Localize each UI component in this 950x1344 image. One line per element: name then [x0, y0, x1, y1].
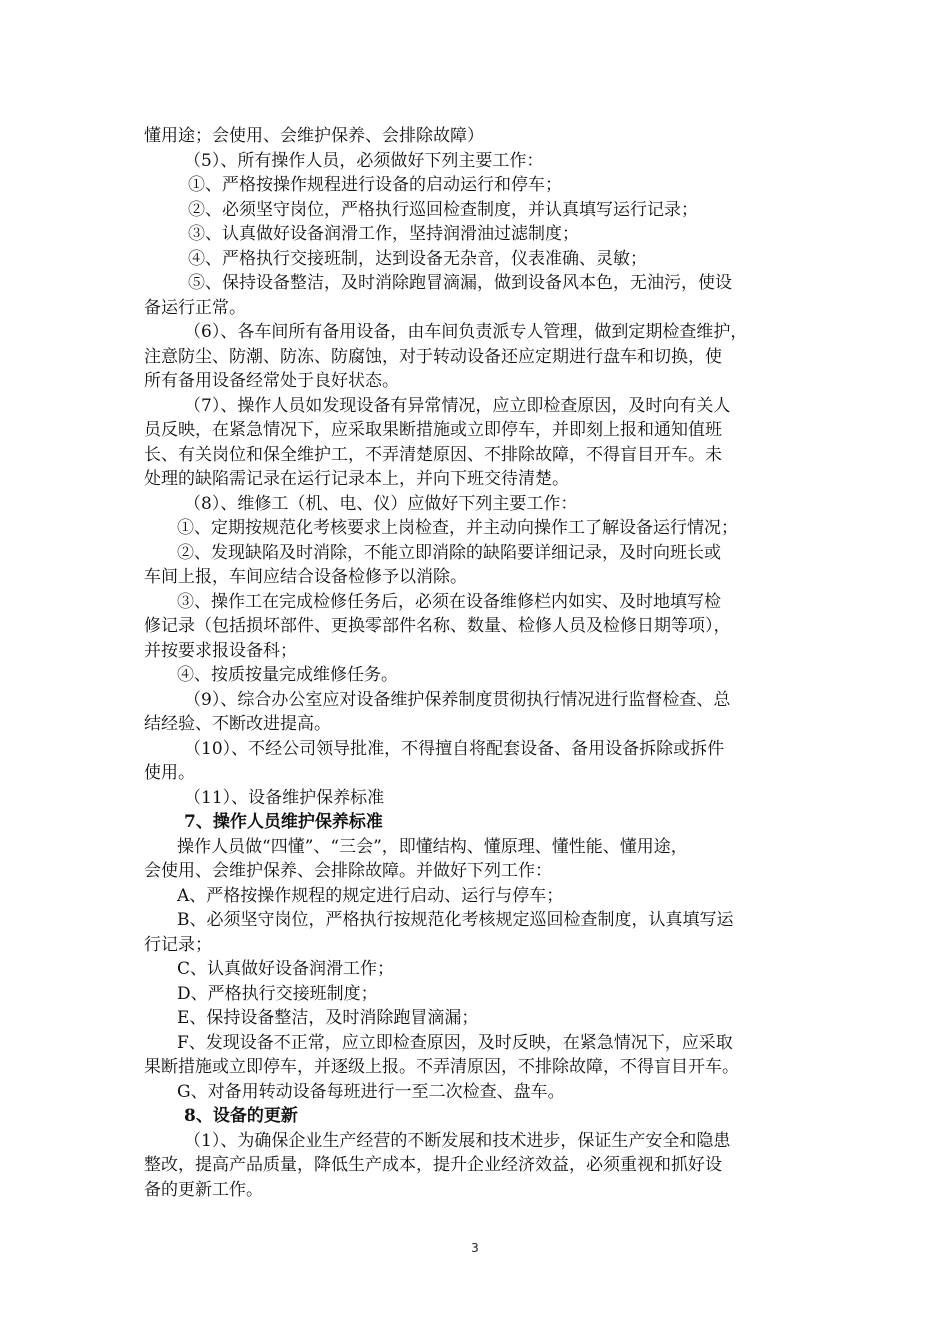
document-body [144, 124, 808, 1202]
text-line: ④、按质按量完成维修任务。 [177, 665, 398, 685]
text-line: ①、严格按操作规程进行设备的启动运行和停车； [188, 175, 562, 195]
text-line: （9）、综合办公室应对设备维护保养制度贯彻执行情况进行监督检查、总 [184, 689, 731, 710]
text-line: 结经验、不断改进提高。 [144, 714, 331, 734]
text-line: （7）、操作人员如发现设备有异常情况，应立即检查原因，及时向有关人 [184, 395, 731, 416]
section-heading: 7、操作人员维护保养标准 [184, 812, 383, 832]
text-line: 懂用途；会使用、会维护保养、会排除故障） [144, 126, 484, 146]
text-line: 行记录； [144, 934, 212, 955]
text-line: （5）、所有操作人员，必须做好下列主要工作： [184, 150, 544, 171]
text-line: ③、操作工在完成检修任务后，必须在设备维修栏内如实、及时地填写检 [177, 591, 721, 612]
text-line: （10）、不经公司领导批准，不得擅自将配套设备、备用设备拆除或拆件 [184, 738, 725, 759]
text-line: （1）、为确保企业生产经营的不断发展和技术进步，保证生产安全和隐患 [184, 1130, 731, 1151]
text-line: C、认真做好设备润滑工作； [177, 959, 395, 979]
text-line: 使用。 [144, 763, 195, 783]
text-line: ③、认真做好设备润滑工作，坚持润滑油过滤制度； [188, 224, 579, 244]
text-line: 整改，提高产品质量，降低生产成本，提升企业经济效益，必须重视和抓好设 [144, 1155, 722, 1175]
text-line: 修记录（包括损坏部件、更换零部件名称、数量、检修人员及检修日期等项）， [144, 616, 731, 636]
text-line: 操作人员做“四懂”、“三会”，即懂结构、懂原理、懂性能、懂用途， [177, 836, 688, 857]
text-line: 备运行正常。 [144, 297, 246, 318]
text-line: A、严格按操作规程的规定进行启动、运行与停车； [177, 885, 564, 906]
text-line: E、保持设备整洁，及时消除跑冒滴漏； [177, 1008, 479, 1028]
text-line: 会使用、会维护保养、会排除故障。并做好下列工作： [144, 861, 552, 881]
text-line: （11）、设备维护保养标准 [184, 787, 385, 808]
text-line: 备的更新工作。 [144, 1179, 263, 1200]
text-line: ④、严格执行交接班制，达到设备无杂音，仪表准确、灵敏； [188, 248, 647, 269]
text-line: 所有备用设备经常处于良好状态。 [144, 371, 399, 391]
text-line: 果断措施或立即停车，并逐级上报。不弄清原因，不排除故障，不得盲目开车。 [144, 1057, 739, 1077]
text-line: 注意防尘、防潮、防冻、防腐蚀，对于转动设备还应定期进行盘车和切换，使 [144, 346, 722, 367]
text-line: 并按要求报设备科； [144, 640, 297, 661]
text-line: G、对备用转动设备每班进行一至二次检查、盘车。 [177, 1081, 565, 1102]
text-line: ⑤、保持设备整洁，及时消除跑冒滴漏，做到设备风本色，无油污，使设 [188, 273, 732, 293]
text-line: F、发现设备不正常，应立即检查原因，及时反映，在紧急情况下，应采取 [177, 1032, 733, 1053]
text-line: 处理的缺陷需记录在运行记录本上，并向下班交待清楚。 [144, 469, 569, 489]
text-line: （8）、维修工（机、电、仪）应做好下列主要工作： [184, 493, 578, 514]
page-number: 3 [471, 1241, 479, 1255]
text-line: 车间上报，车间应结合设备检修予以消除。 [144, 567, 467, 587]
text-line: ②、发现缺陷及时消除，不能立即消除的缺陷要详细记录，及时向班长或 [177, 542, 721, 563]
section-heading: 8、设备的更新 [184, 1106, 298, 1126]
text-line: 长、有关岗位和保全维护工，不弄清楚原因、不排除故障，不得盲目开车。未 [144, 444, 722, 465]
text-line: D、严格执行交接班制度； [177, 983, 378, 1004]
text-line: （6）、各车间所有备用设备，由车间负责派专人管理，做到定期检查维护， [184, 322, 748, 342]
text-line: ①、定期按规范化考核要求上岗检查，并主动向操作工了解设备运行情况； [177, 518, 738, 538]
text-line: 员反映，在紧急情况下，应采取果断措施或立即停车，并即刻上报和通知值班 [144, 420, 722, 440]
text-line: ②、必须坚守岗位，严格执行巡回检查制度，并认真填写运行记录； [188, 199, 698, 220]
text-line: B、必须坚守岗位，严格执行按规范化考核规定巡回检查制度，认真填写运 [177, 910, 734, 930]
